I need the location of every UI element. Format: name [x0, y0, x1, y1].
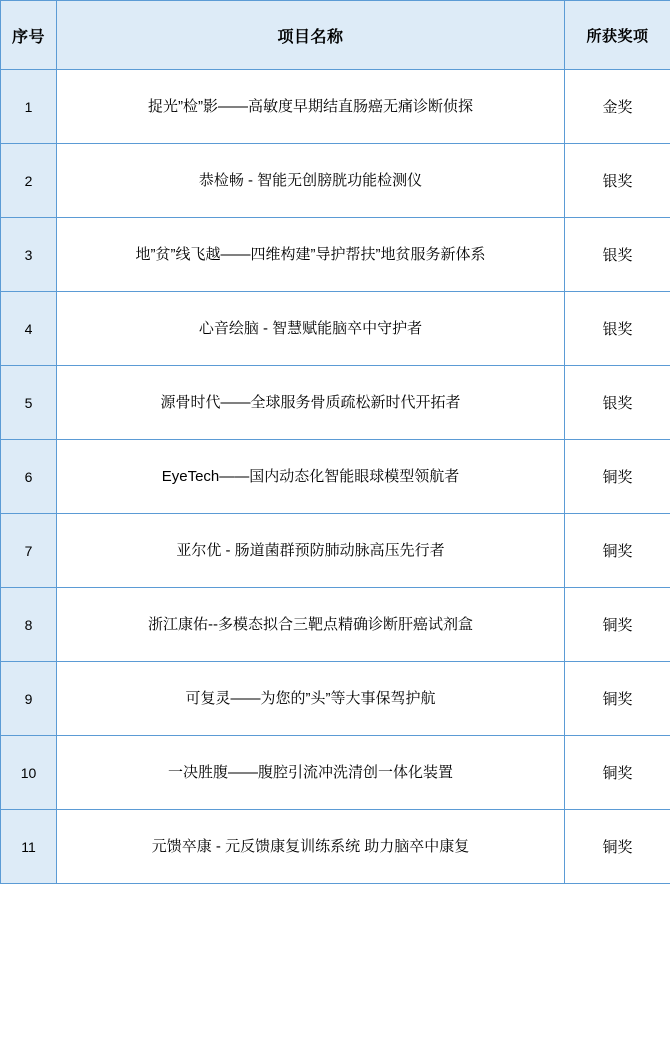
- cell-sequence: 2: [1, 144, 57, 218]
- cell-project-name: 亚尔优 - 肠道菌群预防肺动脉高压先行者: [57, 514, 565, 588]
- column-header-award: 所获奖项: [565, 1, 670, 70]
- cell-sequence: 6: [1, 440, 57, 514]
- table-row: [1, 144, 670, 218]
- cell-sequence: 3: [1, 218, 57, 292]
- table-row: [1, 588, 670, 662]
- cell-award: 铜奖: [565, 440, 670, 514]
- cell-award: 银奖: [565, 218, 670, 292]
- cell-award: 铜奖: [565, 736, 670, 810]
- table-row: [1, 662, 670, 736]
- table-body: [1, 70, 670, 884]
- cell-project-name: 浙江康佑--多模态拟合三靶点精确诊断肝癌试剂盒: [57, 588, 565, 662]
- cell-award: 银奖: [565, 366, 670, 440]
- cell-sequence: 1: [1, 70, 57, 144]
- cell-project-name: 心音绘脑 - 智慧赋能脑卒中守护者: [57, 292, 565, 366]
- cell-sequence: 4: [1, 292, 57, 366]
- column-header-sequence: 序号: [1, 1, 57, 70]
- table-row: [1, 736, 670, 810]
- cell-project-name: 捉光”检”影——高敏度早期结直肠癌无痛诊断侦探: [57, 70, 565, 144]
- cell-sequence: 7: [1, 514, 57, 588]
- column-header-project-name: 项目名称: [57, 1, 565, 70]
- cell-award: 铜奖: [565, 662, 670, 736]
- cell-project-name: 可复灵——为您的”头”等大事保驾护航: [57, 662, 565, 736]
- cell-award: 金奖: [565, 70, 670, 144]
- cell-project-name: 元馈卒康 - 元反馈康复训练系统 助力脑卒中康复: [57, 810, 565, 884]
- table-row: [1, 440, 670, 514]
- cell-sequence: 5: [1, 366, 57, 440]
- cell-sequence: 8: [1, 588, 57, 662]
- cell-award: 铜奖: [565, 514, 670, 588]
- table-row: [1, 366, 670, 440]
- table-row: [1, 70, 670, 144]
- table-header-row: [1, 1, 670, 70]
- table-row: [1, 514, 670, 588]
- table-row: [1, 218, 670, 292]
- cell-project-name: 恭检畅 - 智能无创膀胱功能检测仪: [57, 144, 565, 218]
- cell-project-name: 源骨时代——全球服务骨质疏松新时代开拓者: [57, 366, 565, 440]
- cell-award: 铜奖: [565, 810, 670, 884]
- cell-award: 银奖: [565, 144, 670, 218]
- table-header: [1, 1, 670, 70]
- cell-project-name: 一决胜腹——腹腔引流冲洗清创一体化装置: [57, 736, 565, 810]
- table-row: [1, 292, 670, 366]
- cell-award: 铜奖: [565, 588, 670, 662]
- cell-project-name: EyeTech——国内动态化智能眼球模型领航者: [57, 440, 565, 514]
- cell-project-name: 地”贫”线飞越——四维构建”导护帮扶”地贫服务新体系: [57, 218, 565, 292]
- cell-sequence: 11: [1, 810, 57, 884]
- table-row: [1, 810, 670, 884]
- cell-sequence: 9: [1, 662, 57, 736]
- cell-award: 银奖: [565, 292, 670, 366]
- cell-sequence: 10: [1, 736, 57, 810]
